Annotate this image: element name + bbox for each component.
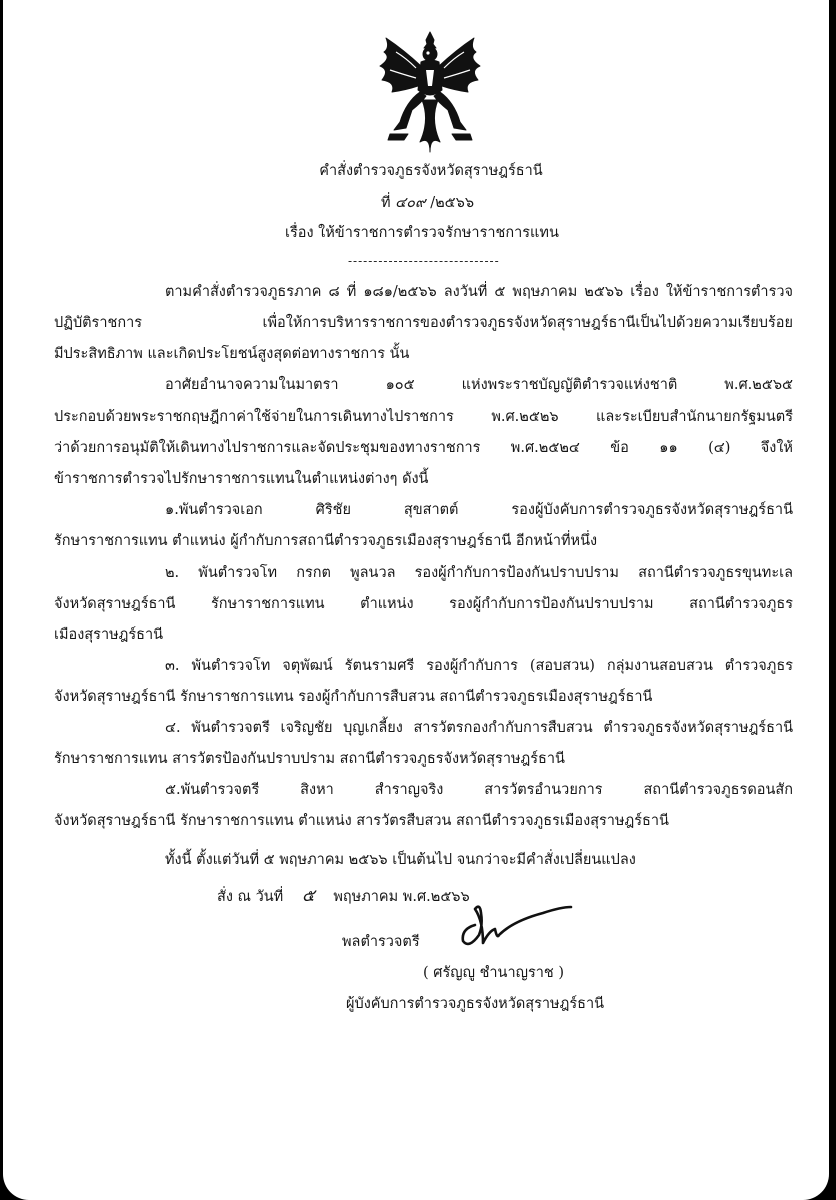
- item-5-line-1: ๕.พันตำรวจตรี สิงหา สำราญจริง สารวัตรอำนวยการ สถานีตำรวจภูธรดอนสัก: [165, 782, 793, 798]
- authority-line-2: ประกอบด้วยพระราชกฤษฎีกาค่าใช้จ่ายในการเดินทางไปราชการ พ.ศ.๒๕๒๖ และระเบียบสำนักนายกรัฐมนตรี: [54, 409, 793, 425]
- intro-line-1: ตามคำสั่งตำรวจภูธรภาค ๘ ที่ ๑๘๑/๒๕๖๖ ลงวันที่ ๕ พฤษภาคม ๒๕๖๖ เรื่อง ให้ข้าราชการตำรวจ: [165, 284, 793, 300]
- item-2-line-1: ๒. พันตำรวจโท กรกต พูลนวล รองผู้กำกับการป้องกันปราบปราม สถานีตำรวจภูธรขุนทะเล: [165, 565, 793, 581]
- intro-line-3: มีประสิทธิภาพ และเกิดประโยชน์สูงสุดต่อทางราชการ นั้น: [54, 346, 410, 362]
- item-5-line-2: จังหวัดสุราษฎร์ธานี รักษาราชการแทน ตำแหน่ง สารวัตรสืบสวน สถานีตำรวจภูธรเมืองสุราษฎร์ธานี: [54, 813, 669, 829]
- item-1-line-1: ๑.พันตำรวจเอก ศิริชัย สุขสาตต์ รองผู้บังคับการตำรวจภูธรจังหวัดสุราษฎร์ธานี: [165, 502, 793, 518]
- item-4-line-2: รักษาราชการแทน สารวัตรป้องกันปราบปราม สถานีตำรวจภูธรจังหวัดสุราษฎร์ธานี: [54, 751, 565, 767]
- effective-date-line: ทั้งนี้ ตั้งแต่วันที่ ๕ พฤษภาคม ๒๕๖๖ เป็นต้นไป จนกว่าจะมีคำสั่งเปลี่ยนแปลง: [165, 852, 636, 868]
- item-2-line-2: จังหวัดสุราษฎร์ธานี รักษาราชการแทน ตำแหน่ง รองผู้กำกับการป้องกันปราบปราม สถานีตำรวจภูธร: [54, 596, 793, 612]
- item-3-line-2: จังหวัดสุราษฎร์ธานี รักษาราชการแทน รองผู้กำกับการสืบสวน สถานีตำรวจภูธรเมืองสุราษฎร์ธานี: [54, 689, 653, 705]
- signer-name: ( ศรัญญู ชำนาญราช ): [423, 965, 565, 981]
- authority-line-1: อาศัยอำนาจความในมาตรา ๑๐๕ แห่งพระราชบัญญัติตำรวจแห่งชาติ พ.ศ.๒๕๖๕: [165, 377, 793, 393]
- intro-line-2: ปฏิบัติราชการ เพื่อให้การบริหารราชการของตำรวจภูธรจังหวัดสุราษฎร์ธานีเป็นไปด้วยความเรียบร้อย: [54, 315, 793, 331]
- item-3-line-1: ๓. พันตำรวจโท จตุพัฒน์ รัตนรามศรี รองผู้กำกับการ (สอบสวน) กลุ่มงานสอบสวน ตำรวจภูธร: [165, 658, 793, 674]
- order-title: คำสั่งตำรวจภูธรจังหวัดสุราษฎร์ธานี: [319, 163, 543, 179]
- order-year: /๒๕๖๖: [430, 195, 475, 211]
- order-number-prefix: ที่: [381, 195, 391, 211]
- order-date-prefix: สั่ง ณ วันที่: [217, 889, 284, 905]
- signer-rank: พลตำรวจตรี: [342, 934, 420, 950]
- order-subject: เรื่อง ให้ข้าราชการตำรวจรักษาราชการแทน: [285, 225, 559, 241]
- garuda-emblem-icon: [366, 30, 494, 155]
- item-4-line-1: ๔. พันตำรวจตรี เจริญชัย บุญเกลี้ยง สารวัตรกองกำกับการสืบสวน ตำรวจภูธรจังหวัดสุราษฎร์ธานี: [165, 720, 793, 736]
- order-date-suffix: พฤษภาคม พ.ศ.๒๕๖๖: [333, 889, 470, 905]
- item-1-line-2: รักษาราชการแทน ตำแหน่ง ผู้กำกับการสถานีตำรวจภูธรเมืองสุราษฎร์ธานี อีกหน้าที่หนึ่ง: [54, 533, 598, 549]
- order-number-line: [381, 196, 474, 211]
- signature: [453, 895, 575, 953]
- order-day: ๕: [301, 886, 315, 906]
- item-2-line-3: เมืองสุราษฎร์ธานี: [54, 627, 164, 643]
- order-date-line: [217, 888, 470, 905]
- order-number: ๔๐๙: [395, 195, 426, 211]
- authority-line-3: ว่าด้วยการอนุมัติให้เดินทางไปราชการและจัดประชุมของทางราชการ พ.ศ.๒๕๒๔ ข้อ ๑๑ (๔) จึงให้: [54, 440, 793, 456]
- document-page: [3, 0, 829, 1200]
- signer-position: ผู้บังคับการตำรวจภูธรจังหวัดสุราษฎร์ธานี: [346, 996, 605, 1012]
- header-divider: ------------------------------: [348, 254, 500, 268]
- authority-line-4: ข้าราชการตำรวจไปรักษาราชการแทนในตำแหน่งต่างๆ ดังนี้: [54, 471, 429, 487]
